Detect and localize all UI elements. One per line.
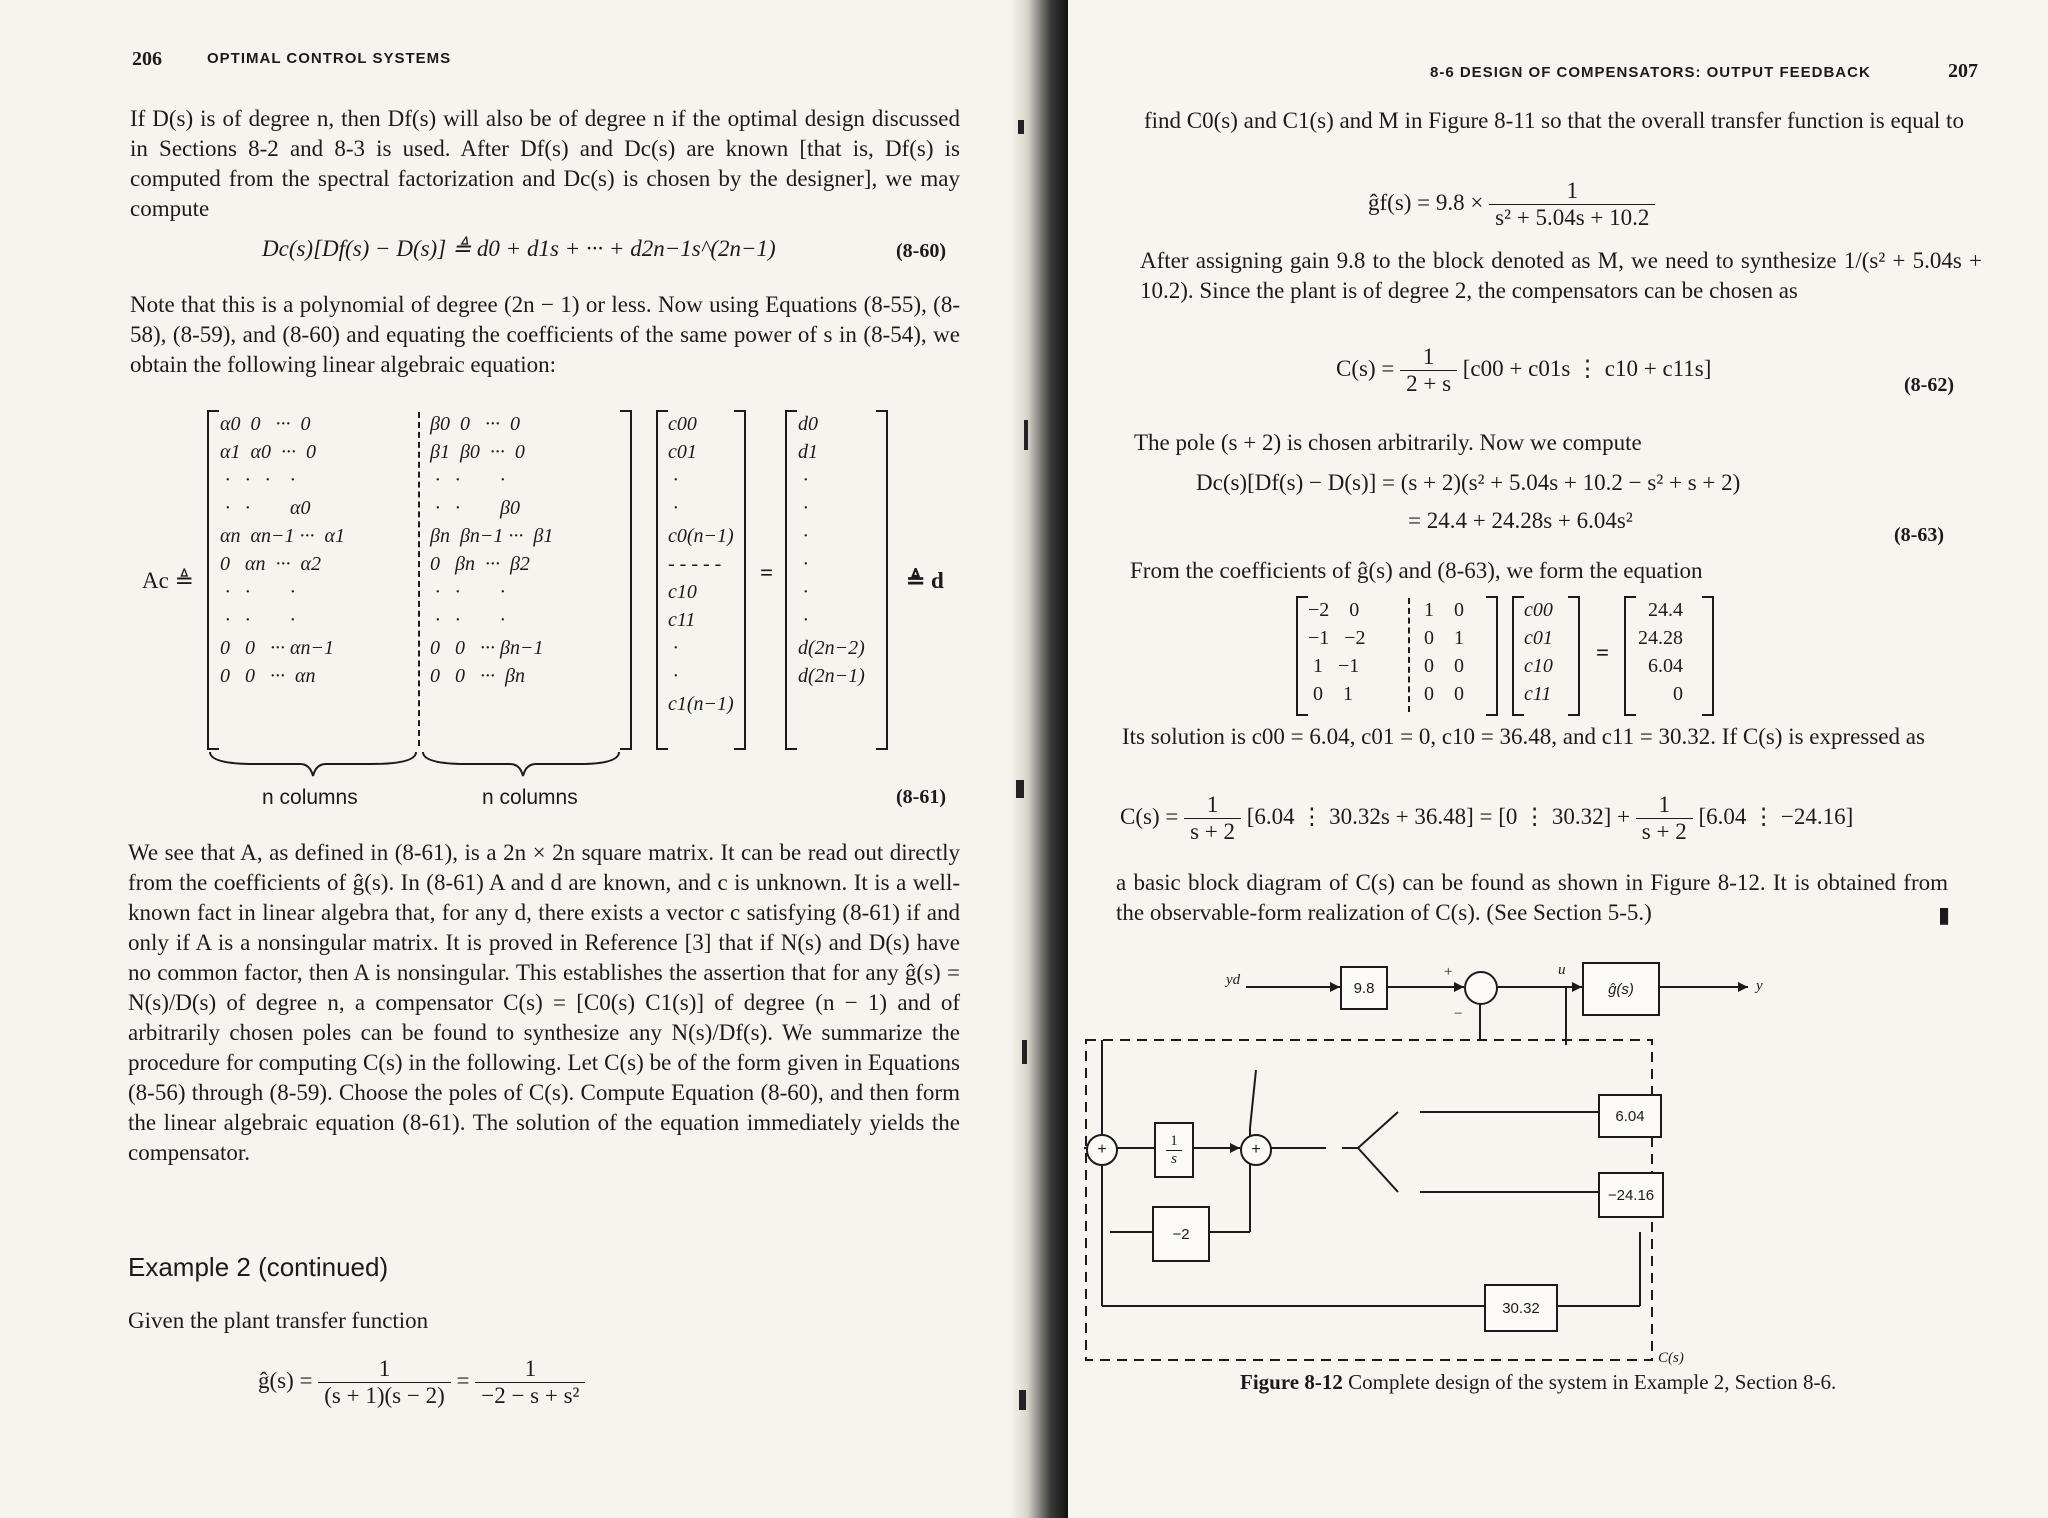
- example-heading: Example 2 (continued): [128, 1252, 389, 1282]
- d-vector-left-bracket: [785, 410, 797, 750]
- gain-block-6-04: 6.04: [1598, 1094, 1662, 1138]
- plant-num-2: 1: [475, 1356, 585, 1383]
- right-page-number: 207: [1948, 60, 1978, 82]
- plant-den-1: (s + 1)(s − 2): [324, 1383, 445, 1408]
- integrator-den: s: [1171, 1150, 1177, 1167]
- left-page: [0, 0, 1010, 1518]
- cs-lhs: C(s) =: [1120, 803, 1179, 829]
- small-rhs-vector: 24.4 24.28 6.04 0: [1638, 599, 1683, 705]
- coefficient-paragraph: From the coefficients of ĝ(s) and (8-63), we form the equation: [1130, 558, 1703, 583]
- small-matrix-right-block: 1 0 0 1 0 0 0 0: [1424, 599, 1464, 705]
- cs-frac-num: 1: [1184, 792, 1241, 819]
- u-label: u: [1558, 962, 1566, 978]
- eq-862-num: 1: [1400, 344, 1457, 371]
- plant-block: ĝ(s): [1582, 962, 1660, 1016]
- assign-paragraph: After assigning gain 9.8 to the block denoted as M, we need to synthesize 1/(s² + 5.04s + 10.2). Since the plant is of degree 2, the compensators can be chosen as: [1140, 248, 1982, 303]
- intro-paragraph: If D(s) is of degree n, then Df(s) will also be of degree n if the optimal design discussed in Sections 8-2 and 8-3 is used. After Df(s) and Dc(s) are known [that is, Df(s) is computed from the spectral factorization and Dc(s) is chosen by the designer], we may compute: [130, 106, 960, 221]
- figure-caption: [1240, 1370, 1860, 1394]
- cs-frac-den: s + 2: [1190, 819, 1236, 844]
- main-paragraph: We see that A, as defined in (8-61), is a 2n × 2n square matrix. It can be read out directly from the coefficients of ĝ(s). In (8-61) A and d are known, and c is unknown. It is a well-known fact in linear algebra that, for any d, there exists a vector c satisfying (8-61) if and only if A is a nonsingular matrix. It is proved in Reference [3] that if N(s) and D(s) have no common factor, then A is nonsingular. This establishes the assertion that for any ĝ(s) = N(s)/D(s) of degree n, a compensator C(s) = [C0(s) C1(s)] of degree (n − 1) and of arbitrarily chosen poles can be found to synthesize any N(s)/Df(s). We summarize the procedure for computing C(s) in the following. Let C(s) be of the form given in Equations (8-56) through (8-59). Choose the poles of C(s). Compute Equation (8-60), and then form the linear algebraic equation (8-61). The solution of the equation immediately yields the compensator.: [128, 840, 960, 1165]
- small-matrix-equals: =: [1596, 640, 1610, 665]
- equation-8-63-line-2: = 24.4 + 24.28s + 6.04s²: [1408, 508, 1633, 533]
- left-running-head: OPTIMAL CONTROL SYSTEMS: [207, 50, 452, 67]
- cs-mid: [6.04 ⋮ 30.32s + 36.48] = [0 ⋮ 30.32] +: [1246, 803, 1631, 829]
- solution-paragraph: Its solution is c00 = 6.04, c01 = 0, c10 = 36.48, and c11 = 30.32. If C(s) is expressed as: [1122, 724, 1925, 749]
- diagram-input-label: yd: [1226, 972, 1241, 988]
- eq-862-rhs: [c00 + c01s ⋮ c10 + c11s]: [1462, 355, 1712, 381]
- gutter-speck: [1024, 420, 1028, 450]
- c-vector-right-bracket: [734, 410, 746, 750]
- diagram-wires: [1068, 0, 2048, 1518]
- n-columns-label-1: n columns: [262, 786, 358, 809]
- c-vector: c00 c01 · · c0(n−1) - - - - - c10 c11 · · c1(n−1): [668, 413, 734, 715]
- cs-end: [6.04 ⋮ −24.16]: [1698, 803, 1854, 829]
- gain-block-30-32: 30.32: [1484, 1284, 1558, 1332]
- plant-num-1: 1: [318, 1356, 450, 1383]
- small-c-vector: c00 c01 c10 c11: [1524, 599, 1553, 705]
- plant-transfer-function: [258, 1356, 585, 1409]
- gain-block-neg-24-16: −24.16: [1598, 1172, 1664, 1218]
- cs-frac2-num: 1: [1636, 792, 1693, 819]
- find-paragraph: find C0(s) and C1(s) and M in Figure 8-11 so that the overall transfer function is equal to: [1144, 108, 1964, 133]
- equation-8-63-line-1: Dc(s)[Df(s) − D(s)] = (s + 2)(s² + 5.04s + 10.2 − s² + s + 2): [1196, 470, 1741, 495]
- plus-sign: +: [1444, 964, 1453, 980]
- minus-sign: −: [1454, 1006, 1463, 1022]
- matrix-equals: =: [760, 560, 774, 585]
- integrator-num: 1: [1166, 1133, 1182, 1151]
- matrix-a-right-bracket: [620, 410, 632, 750]
- compensator-label: C(s): [1658, 1350, 1684, 1366]
- figure-caption-label: Figure 8-12: [1240, 1370, 1343, 1394]
- end-of-example-mark: ▮: [1938, 902, 1951, 927]
- matrix-partition-line: [418, 412, 420, 746]
- figure-caption-text: Complete design of the system in Example 2, Section 8-6.: [1348, 1370, 1837, 1394]
- matrix-a-left-bracket: [207, 410, 219, 750]
- equation-8-61-label: (8-61): [896, 786, 946, 808]
- gf-num: 1: [1489, 178, 1655, 205]
- eq-862-lhs: C(s) =: [1336, 355, 1395, 381]
- matrix-rhs-label: ≜ d: [906, 568, 944, 593]
- left-page-number: 206: [132, 48, 162, 70]
- eq-862-den: 2 + s: [1406, 371, 1452, 396]
- right-running-head: 8-6 DESIGN OF COMPENSATORS: OUTPUT FEEDBACK: [1430, 64, 1871, 81]
- beta-block: β0 0 ··· 0 β1 β0 ··· 0 · · · · · β0 βn βn−1 ··· β1 0 βn ··· β2 · · · · · · 0 0 ··· βn−1 0 0 ··· βn: [430, 413, 554, 687]
- block-diagram-paragraph: a basic block diagram of C(s) can be found as shown in Figure 8-12. It is obtained from the observable-form realization of C(s). (See Section 5-5.): [1116, 870, 1948, 925]
- output-label: y: [1756, 978, 1763, 994]
- equation-8-62-label: (8-62): [1904, 374, 1954, 396]
- gain-block-neg-2: −2: [1152, 1206, 1210, 1262]
- gutter-speck: [1022, 1040, 1027, 1064]
- integrator-block: [1154, 1122, 1194, 1178]
- inner-summing-junction: +: [1240, 1134, 1272, 1166]
- small-matrix-left-block: −2 0 −1 −2 1 −1 0 1: [1308, 599, 1366, 705]
- given-text: Given the plant transfer function: [128, 1308, 429, 1333]
- equation-8-60: Dc(s)[Df(s) − D(s)] ≜ d0 + d1s + ··· + d2n−1s^(2n−1): [262, 236, 776, 261]
- gutter-speck: [1019, 1390, 1026, 1410]
- gutter-speck: [1018, 120, 1024, 134]
- plant-fraction-1: [318, 1356, 450, 1409]
- d-vector-right-bracket: [876, 410, 888, 750]
- c-vector-left-bracket: [656, 410, 668, 750]
- column-braces: [205, 750, 625, 780]
- plant-den-2: −2 − s + s²: [481, 1383, 580, 1408]
- plant-lhs: ĝ(s) =: [258, 1367, 313, 1393]
- plant-fraction-2: [475, 1356, 585, 1409]
- alpha-block: α0 0 ··· 0 α1 α0 ··· 0 · · · · · · α0 αn αn−1 ··· α1 0 αn ··· α2 · · · · · · 0 0 ··· αn−1 0 0 ··· αn: [220, 413, 345, 687]
- right-page: [1068, 0, 2048, 1518]
- main-summing-junction: [1464, 971, 1498, 1005]
- equation-8-60-label: (8-60): [896, 240, 946, 262]
- cs-frac2-den: s + 2: [1641, 819, 1687, 844]
- plant-equals: =: [456, 1367, 470, 1393]
- matrix-lhs-label: Ac ≜: [142, 568, 194, 593]
- gf-lhs: ĝf(s) = 9.8 ×: [1368, 189, 1484, 215]
- gain-block-9-8: 9.8: [1340, 966, 1388, 1010]
- gf-den: s² + 5.04s + 10.2: [1495, 205, 1650, 230]
- d-vector: d0 d1 · · · · · · d(2n−2) d(2n−1): [798, 413, 865, 687]
- feedback-summing-junction: +: [1086, 1134, 1118, 1166]
- note-paragraph: Note that this is a polynomial of degree (2n − 1) or less. Now using Equations (8-55), (8-58), (8-59), and (8-60) and equating the coefficients of the same power of s in (8-54), we obtain the following linear algebraic equation:: [130, 292, 960, 377]
- gutter-speck: [1016, 780, 1024, 798]
- book-gutter: [1010, 0, 1068, 1518]
- n-columns-label-2: n columns: [482, 786, 578, 809]
- equation-8-63-label: (8-63): [1894, 524, 1944, 546]
- pole-paragraph: The pole (s + 2) is chosen arbitrarily. Now we compute: [1134, 430, 1642, 455]
